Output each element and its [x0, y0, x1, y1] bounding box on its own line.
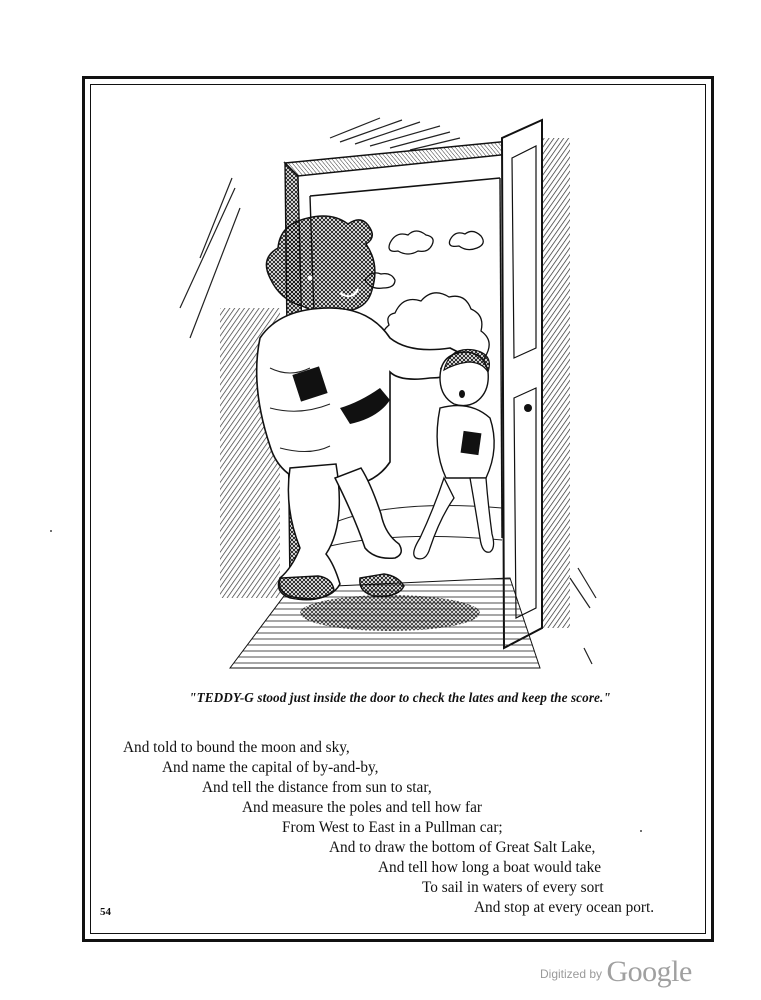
illustration-caption: "TEDDY-G stood just inside the door to check the lates and keep the score.": [189, 690, 611, 705]
page-number: 54: [100, 906, 111, 918]
outside-ground: [322, 506, 502, 549]
google-logo: Google: [606, 955, 692, 988]
poem-line: And tell the distance from sun to star,: [202, 779, 432, 796]
digitized-watermark: [540, 955, 692, 989]
poem-line: To sail in waters of every sort: [422, 879, 604, 896]
poem-line: And to draw the bottom of Great Salt Lake,: [329, 839, 596, 856]
illustration: [140, 108, 610, 678]
poem-line: And name the capital of by-and-by,: [162, 759, 379, 776]
poem-line: And told to bound the moon and sky,: [123, 739, 350, 756]
boy-figure: [414, 349, 494, 558]
sky-hatching: [330, 118, 460, 150]
scan-speck: [50, 530, 52, 532]
poem-line: And measure the poles and tell how far: [242, 799, 482, 816]
digitized-by-label: Digitized by: [540, 967, 603, 981]
poem-line: And stop at every ocean port.: [474, 899, 655, 916]
open-door: [502, 120, 570, 648]
bear-figure: [257, 216, 470, 600]
poem-line: And tell how long a boat would take: [378, 859, 602, 876]
poem-line: From West to East in a Pullman car;: [282, 819, 503, 836]
right-hatching: [570, 568, 596, 664]
scan-speck: [640, 830, 642, 832]
